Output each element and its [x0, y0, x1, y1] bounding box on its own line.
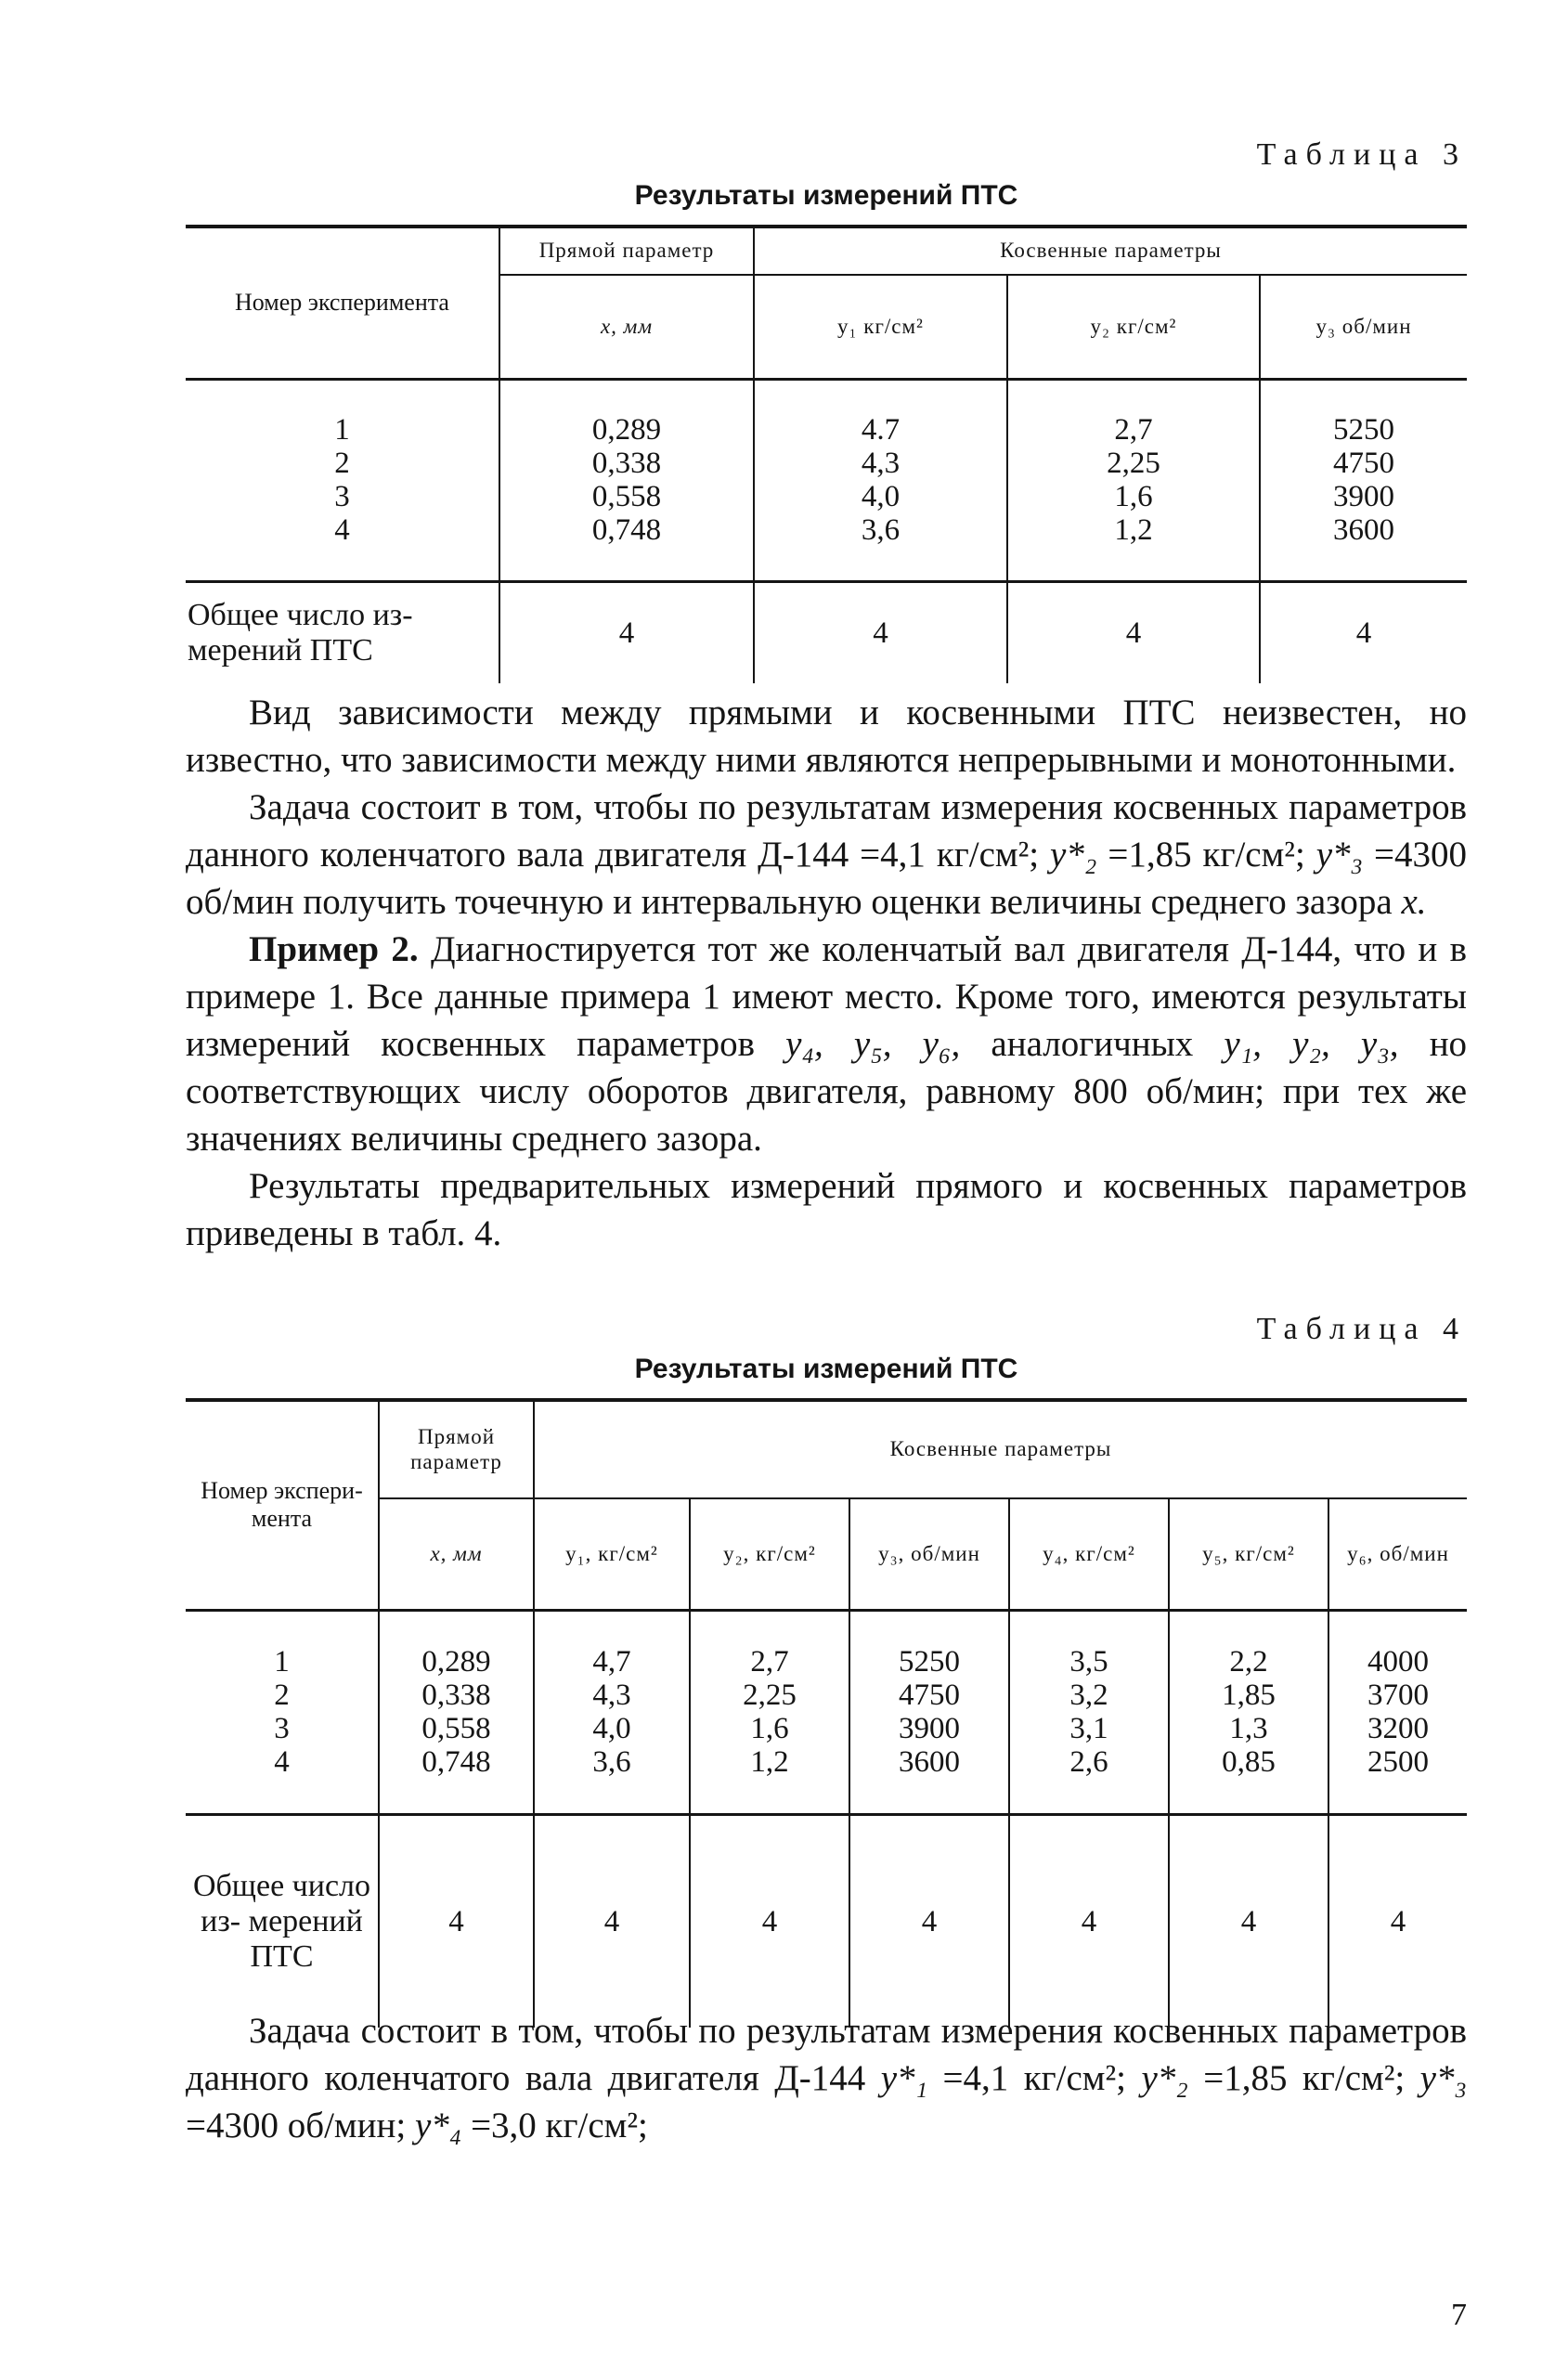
table-cell: 3600 [1333, 513, 1394, 547]
table-cell: 2 [274, 1679, 290, 1712]
table-cell: 1,2 [1114, 513, 1153, 547]
table3-header-y2: y₂ кг/см² [1007, 275, 1260, 379]
table4-header-x: x, мм [379, 1498, 534, 1610]
table-cell: 2,2 [1229, 1645, 1268, 1679]
table3-header-indirect: Косвенные параметры [754, 227, 1467, 275]
table3-header-y1: y₁ кг/см² [754, 275, 1007, 379]
table4-total-y4: 4 [1009, 1814, 1169, 2028]
table4-total-y2: 4 [690, 1814, 849, 2028]
table4-total-y6: 4 [1328, 1814, 1467, 2028]
table4-col-y3 [849, 1610, 1009, 1814]
table3-col-x [499, 379, 754, 581]
table-cell: 2,25 [743, 1679, 797, 1712]
paragraph: Результаты предварительных измерений прямого и косвенных параметров приведены в табл. 4. [186, 1166, 1467, 1253]
table3-total-label: Общее число из- мерений ПТС [188, 597, 413, 668]
table4-title: Результаты измерений ПТС [634, 1354, 1018, 1384]
table4-col-y5 [1169, 1610, 1328, 1814]
table3-col-y3 [1260, 379, 1467, 581]
table-cell: 5250 [899, 1645, 960, 1679]
table4-header-direct: Прямой параметр [379, 1400, 534, 1498]
body-text-2 [186, 2007, 1467, 2149]
table-cell: 0,338 [421, 1679, 491, 1712]
table-cell: 5250 [1333, 413, 1394, 447]
table-cell: 2,6 [1069, 1745, 1108, 1779]
table-cell: 3600 [899, 1745, 960, 1779]
table-cell: 3,5 [1069, 1645, 1108, 1679]
y3-star-symbol: y*₃ [1315, 835, 1364, 875]
table3-header-y3: y₃ об/мин [1260, 275, 1467, 379]
table4-total-y5: 4 [1169, 1814, 1328, 2028]
paragraph: Задача состоит в том, чтобы по результатам измерения косвенных параметров данного коленчатого вала двигателя Д-144 y*₁ =4,1 кг/см²; y*₂ =1,85 кг/см²; y*₃ =4300 об/мин; y*₄ =3,0 кг/см²; [186, 2011, 1468, 2145]
table-cell: 2,25 [1107, 447, 1160, 480]
table-cell: 4,3 [861, 447, 901, 480]
table-cell: 3,6 [861, 513, 901, 547]
table-cell: 4 [274, 1745, 290, 1779]
table-cell: 0,338 [591, 447, 662, 480]
table4-total-label: Общее число из- мерений ПТС [192, 1868, 371, 1974]
table-cell: 3 [334, 480, 350, 513]
y2-star-symbol: y*₂ [1050, 835, 1097, 875]
table3-col-y1 [754, 379, 1007, 581]
example-label: Пример 2. [249, 929, 419, 969]
table4-col-y2 [690, 1610, 849, 1814]
table3-col-y2 [1007, 379, 1260, 581]
table4-header-y6: y₆, об/мин [1328, 1498, 1467, 1610]
table-cell: 0,289 [591, 413, 662, 447]
table4-label: Таблица 4 [1256, 1312, 1467, 1346]
table-cell: 2500 [1367, 1745, 1429, 1779]
table-cell: 0,558 [591, 480, 662, 513]
table-cell: 4,0 [592, 1712, 631, 1745]
table4-col-y1 [534, 1610, 690, 1814]
table-cell: 4,7 [592, 1645, 631, 1679]
table-cell: 4,0 [861, 480, 901, 513]
table3-col-n [186, 379, 499, 581]
table-cell: 2,7 [1114, 413, 1153, 447]
table3-total-y3: 4 [1260, 581, 1467, 683]
table-cell: 3 [274, 1712, 290, 1745]
table-cell: 1,3 [1229, 1712, 1268, 1745]
table-cell: 1 [274, 1645, 290, 1679]
table-cell: 4000 [1367, 1645, 1429, 1679]
table3-header-direct: Прямой параметр [499, 227, 754, 275]
table-cell: 0,558 [421, 1712, 491, 1745]
table-cell: 0,289 [421, 1645, 491, 1679]
table3-total-y1: 4 [754, 581, 1007, 683]
paragraph: Задача состоит в том, чтобы по результатам измерения косвенных параметров данного коленчатого вала двигателя Д-144 =4,1 кг/см²; y*₂ =1,85 кг/см²; y*₃ =4300 об/мин получить точечную и интервальную оценки величины среднего зазора x. [186, 787, 1468, 922]
table-cell: 1 [334, 413, 350, 447]
table4-header-indirect: Косвенные параметры [534, 1400, 1467, 1498]
table-cell: 3200 [1367, 1712, 1429, 1745]
table4-total-y1: 4 [534, 1814, 690, 2028]
table4-total-x: 4 [379, 1814, 534, 2028]
table4-header-y3: y₃, об/мин [849, 1498, 1009, 1610]
table4-col-y6 [1328, 1610, 1467, 1814]
table4-header-y4: y₄, кг/см² [1009, 1498, 1169, 1610]
table-cell: 4750 [1333, 447, 1394, 480]
table-cell: 0,748 [421, 1745, 491, 1779]
table3 [186, 225, 1467, 683]
table4-header-y5: y₅, кг/см² [1169, 1498, 1328, 1610]
table4 [186, 1398, 1467, 2028]
table-cell: 3,6 [592, 1745, 631, 1779]
table4-col-y4 [1009, 1610, 1169, 1814]
table4-header-y2: y₂, кг/см² [690, 1498, 849, 1610]
table4-col-x [379, 1610, 534, 1814]
table-cell: 4,3 [592, 1679, 631, 1712]
table4-header-y1: y₁, кг/см² [534, 1498, 690, 1610]
table4-header-experiment: Номер экспери- мента [186, 1400, 379, 1610]
x-symbol: x. [1401, 882, 1427, 922]
table3-header-x: x, мм [499, 275, 754, 379]
table-cell: 1,85 [1222, 1679, 1276, 1712]
table-cell: 0,748 [591, 513, 662, 547]
table-cell: 1,6 [1114, 480, 1153, 513]
table-cell: 4 [334, 513, 350, 547]
table-cell: 4.7 [861, 413, 901, 447]
table-cell: 0,85 [1222, 1745, 1276, 1779]
table4-col-n [186, 1610, 379, 1814]
table-cell: 3700 [1367, 1679, 1429, 1712]
table-cell: 2 [334, 447, 350, 480]
table3-header-experiment: Номер эксперимента [186, 227, 499, 379]
table3-label: Таблица 3 [1256, 137, 1467, 172]
table-cell: 3,2 [1069, 1679, 1108, 1712]
paragraph: Вид зависимости между прямыми и косвенными ПТС неизвестен, но известно, что зависимости между ними являются непрерывными и монотонными. [186, 693, 1467, 780]
table3-total-x: 4 [499, 581, 754, 683]
page-number: 7 [1451, 2298, 1467, 2332]
table-cell: 3900 [1333, 480, 1394, 513]
table-cell: 4750 [899, 1679, 960, 1712]
table-cell: 3900 [899, 1712, 960, 1745]
table4-total-y3: 4 [849, 1814, 1009, 2028]
table-cell: 1,6 [750, 1712, 789, 1745]
table-cell: 1,2 [750, 1745, 789, 1779]
table3-total-y2: 4 [1007, 581, 1260, 683]
paragraph: Пример 2. Диагностируется тот же коленчатый вал двигателя Д-144, что и в примере 1. Все данные примера 1 имеют место. Кроме того, имеются результаты измерений косвенных параметров y₄, y₅, y₆, аналогичных y₁, y₂, y₃, но соответствующих числу оборотов двигателя, равному 800 об/мин; при тех же значениях величины среднего зазора. [186, 929, 1468, 1159]
table3-title: Результаты измерений ПТС [634, 180, 1018, 211]
body-text-1 [186, 689, 1467, 1257]
table-cell: 3,1 [1069, 1712, 1108, 1745]
table-cell: 2,7 [750, 1645, 789, 1679]
document-page [186, 0, 1467, 2359]
